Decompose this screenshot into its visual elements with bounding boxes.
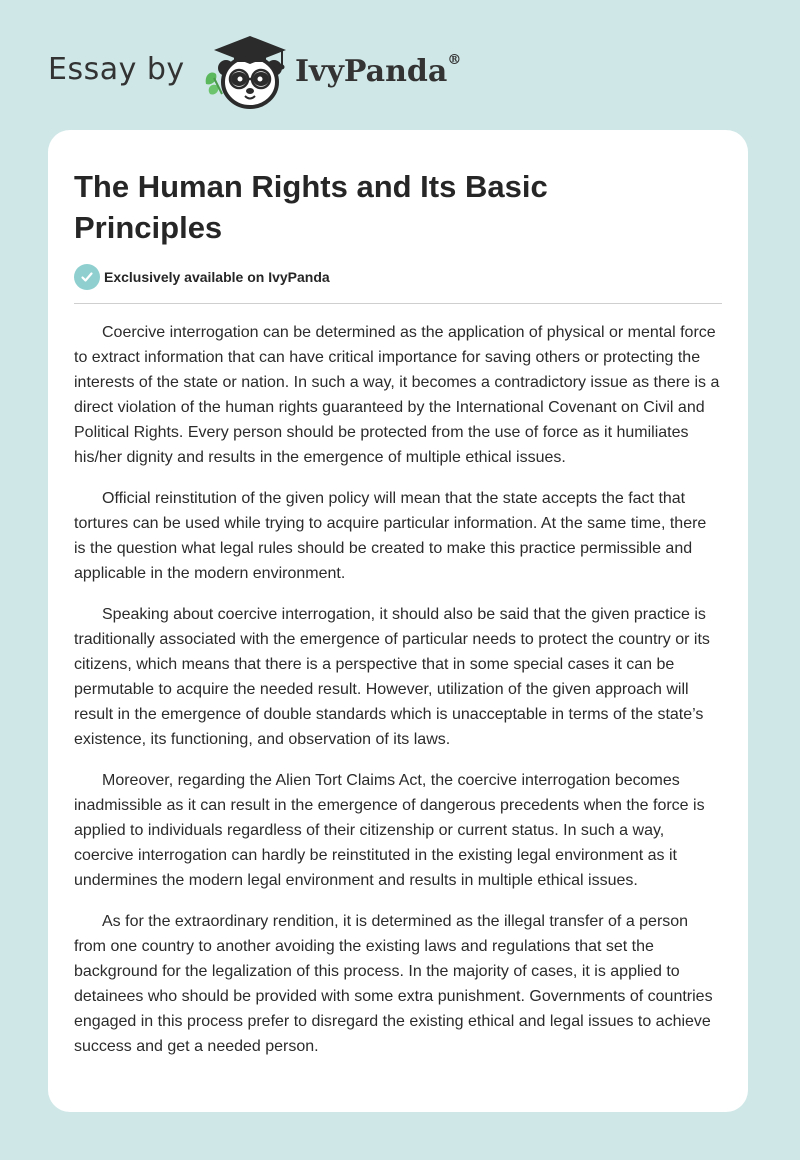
paragraph: Official reinstitution of the given policy will mean that the state accepts the fact that tortures can be used while trying to acquire particular information. At the same time, there is the question what legal rules should be created to make this practice permissible and applicable in the modern environment. (74, 490, 707, 582)
paragraph: Speaking about coercive interrogation, it should also be said that the given practice is traditionally associated with the emergence of particular needs to protect the country or its citizens, which means that there is a perspective that in some special cases it can be permutable to acquire the needed result. However, utilization of the given approach will result in the emergence of double standards which is unacceptable in terms of the state’s existence, its functioning, and observation of its laws. (74, 606, 710, 748)
panda-logo-icon (202, 34, 292, 110)
paragraph: Moreover, regarding the Alien Tort Claims Act, the coercive interrogation becomes inadmissible as it can result in the emergence of dangerous precedents when the force is applied to individuals regardless of their citizenship or current status. In such a way, coercive interrogation can hardly be reinstituted in the existing legal environment as it undermines the modern legal environment and results in multiple ethical issues. (74, 772, 705, 889)
site-header (48, 34, 508, 114)
essay-card (48, 130, 748, 1112)
check-circle-icon (74, 264, 100, 290)
exclusive-badge-label: Exclusively available on IvyPanda (104, 269, 330, 285)
essay-by-label: Essay by (48, 52, 185, 87)
paragraph: Coercive interrogation can be determined as the application of physical or mental force to extract information that can have critical importance for saving others or protecting the interests of the state or nation. In such a way, it becomes a contradictory issue as there is a direct violation of the human rights guaranteed by the International Covenant on Civil and Political Rights. Every person should be protected from the use of force as it humiliates his/her dignity and results in the emergence of multiple ethical issues. (74, 324, 720, 466)
exclusive-badge (74, 264, 330, 290)
brand-name: IvyPanda® (295, 52, 462, 89)
paragraph: As for the extraordinary rendition, it is determined as the illegal transfer of a person from one country to another avoiding the existing laws and regulations that set the background for the legalization of this process. In the majority of cases, it is applied to detainees who should be provided with some extra punishment. Governments of countries engaged in this process prefer to disregard the existing ethical and legal issues to achieve success and get a needed person. (74, 913, 713, 1055)
registered-mark: ® (447, 52, 462, 68)
essay-body (74, 320, 722, 1075)
essay-title: The Human Rights and Its Basic Principles (74, 169, 548, 245)
divider (74, 303, 722, 304)
